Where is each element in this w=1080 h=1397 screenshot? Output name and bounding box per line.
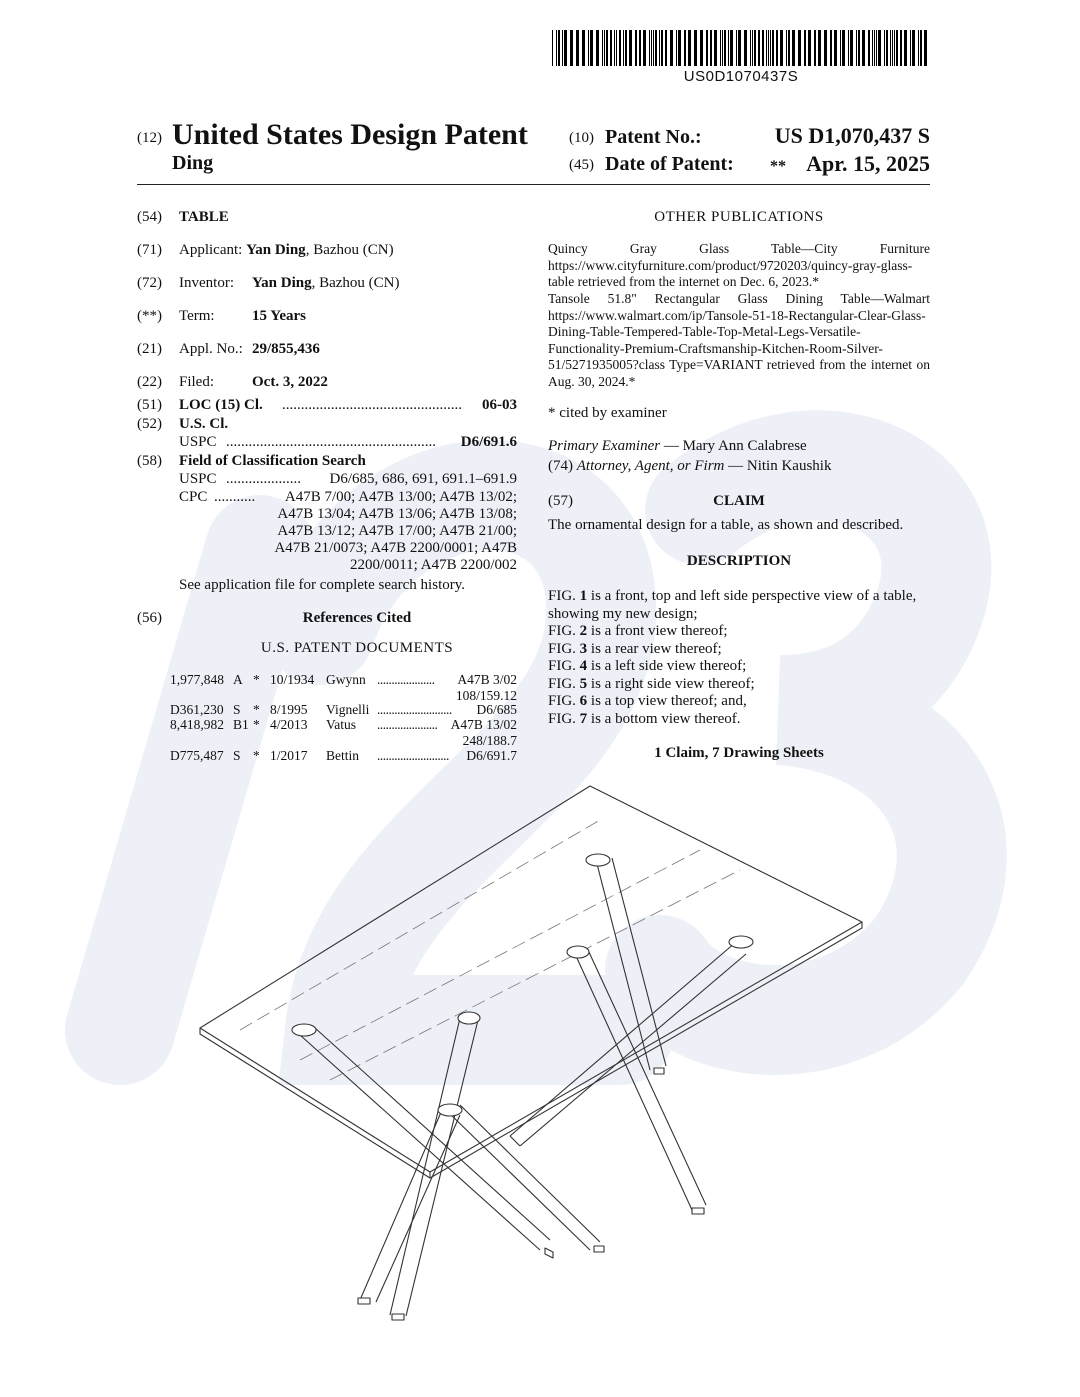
f58-code: (58) (137, 453, 162, 469)
ref-class: D6/685 (476, 702, 517, 717)
barcode-bar (892, 30, 893, 66)
barcode-bar (750, 30, 751, 66)
patent-date: Apr. 15, 2025 (806, 151, 930, 176)
fig-text: is a rear view thereof; (587, 640, 722, 657)
barcode-bar (752, 30, 753, 66)
ref-date: 8/1995 (270, 702, 308, 717)
barcode-bar (848, 30, 849, 66)
search-uspc-value: D6/685, 686, 691, 691.1–691.9 (329, 471, 517, 487)
barcode-bar (655, 30, 657, 66)
barcode-bar (651, 30, 652, 66)
barcode-bar (606, 30, 608, 66)
primary-examiner (548, 438, 930, 455)
doc-type-code: (12) (137, 130, 162, 146)
barcode-bar (904, 30, 907, 66)
inventor-surname: Ding (172, 152, 214, 174)
barcode-bar (635, 30, 637, 66)
loc-value: 06-03 (482, 397, 517, 413)
fig-number: 1 (579, 588, 588, 604)
patent-no-label: Patent No.: (605, 126, 702, 148)
search-cpc-list (252, 489, 517, 574)
barcode-bar (602, 30, 603, 66)
barcode-bar (722, 30, 723, 66)
barcode-bar (643, 30, 646, 66)
ref-class: A47B 3/02 (457, 672, 517, 687)
f21-code: (21) (137, 341, 162, 357)
barcode-bar (858, 30, 860, 66)
term-value: 15 Years (252, 308, 307, 324)
ref-dots: ......................... (377, 748, 449, 763)
barcode-bar (678, 30, 681, 66)
ref-kind: A (233, 672, 243, 687)
barcode-bar (610, 30, 612, 66)
ref-star: * (253, 672, 260, 687)
barcode-bar (798, 30, 801, 66)
fig-prefix: FIG. (548, 623, 580, 639)
barcode-bar (818, 30, 821, 66)
barcode-bar (706, 30, 708, 66)
barcode-bar (920, 30, 922, 66)
filed-label: Filed: (179, 374, 215, 390)
barcode-number: US0D1070437S (683, 68, 799, 85)
barcode-bar (670, 30, 673, 66)
barcode-bar (770, 30, 771, 66)
barcode-bar (588, 30, 589, 66)
barcode-bar (856, 30, 857, 66)
us-cl-dots: ........................................................ (226, 434, 436, 450)
loc-label: LOC (15) Cl. (179, 397, 263, 413)
claim-text: The ornamental design for a table, as shown and described. (548, 517, 904, 533)
fig-text: is a bottom view thereof. (587, 710, 741, 727)
cpc-line: 2200/0011; A47B 2200/002 (350, 557, 517, 573)
barcode-bar (876, 30, 877, 66)
attorney (548, 458, 930, 475)
barcode-bar (576, 30, 579, 66)
search-history-note: See application file for complete search history. (179, 577, 466, 593)
figure-description (548, 693, 930, 711)
f51-code: (51) (137, 397, 162, 413)
barcode-bar (874, 30, 875, 66)
barcode-bar (872, 30, 873, 66)
barcode-bar (700, 30, 703, 66)
ref-number: 1,977,848 (170, 672, 224, 687)
table-legs (300, 858, 746, 1316)
filed-value: Oct. 3, 2022 (252, 374, 328, 390)
search-uspc-label: USPC (179, 471, 217, 487)
term-label: Term: (179, 308, 215, 324)
barcode-bar (924, 30, 927, 66)
ref-date: 10/1934 (270, 672, 315, 687)
us-cl-value: D6/691.6 (460, 434, 517, 450)
barcode-bar (736, 30, 737, 66)
search-cpc-dots: ........... (214, 489, 256, 505)
barcode-bar (616, 30, 617, 66)
cited-by-examiner-note: * cited by examiner (548, 405, 667, 421)
f71-code: (71) (137, 242, 162, 258)
other-publications-heading: OTHER PUBLICATIONS (654, 209, 824, 225)
barcode-bar (619, 30, 621, 66)
fig-number: 4 (579, 658, 588, 674)
search-cpc-label: CPC (179, 489, 208, 505)
barcode-bar (878, 30, 881, 66)
us-cl-uspc-label: USPC (179, 434, 217, 450)
fig-number: 6 (579, 693, 588, 709)
barcode-bar (772, 30, 774, 66)
ref-dots: .................... (377, 672, 435, 687)
design-title: TABLE (179, 209, 229, 225)
barcode-bar (824, 30, 827, 66)
ref-number: D775,487 (170, 748, 224, 763)
ref-inventor: Vignelli (326, 702, 370, 717)
barcode-bar (570, 30, 573, 66)
barcode-bar (730, 30, 733, 66)
barcode-bar (665, 30, 667, 66)
fig-number: 5 (579, 675, 588, 692)
fig-prefix: FIG. (548, 640, 580, 657)
cpc-line: A47B 13/04; A47B 13/06; A47B 13/08; (277, 506, 517, 522)
barcode-bar (780, 30, 783, 66)
attorney-label: Attorney, Agent, or Firm (576, 458, 725, 474)
fig-prefix: FIG. (548, 693, 580, 709)
claim-code: (57) (548, 493, 573, 509)
barcode-bar (910, 30, 911, 66)
fig-text: is a front view thereof; (587, 623, 728, 639)
attorney-code: (74) (548, 458, 573, 474)
barcode-bar (582, 30, 585, 66)
us-patent-docs-heading: U.S. PATENT DOCUMENTS (260, 640, 454, 656)
tabletop-outline (200, 786, 862, 1172)
barcode-bar (720, 30, 721, 66)
ref-dots: ..................... (377, 717, 438, 732)
figure-description (548, 623, 930, 641)
search-field-label: Field of Classification Search (179, 453, 366, 469)
ref-class-extra: 248/188.7 (462, 733, 517, 748)
table-perspective-drawing (180, 780, 880, 1340)
description-heading: DESCRIPTION (686, 553, 792, 569)
barcode-bar (558, 30, 560, 66)
date-code: (45) (569, 157, 594, 173)
fig-text: is a left side view thereof; (587, 658, 747, 674)
figure-description (548, 641, 930, 659)
barcode-bar (659, 30, 660, 66)
cpc-line: A47B 21/0073; A47B 2200/0001; A47B (274, 540, 517, 556)
barcode-bar (688, 30, 691, 66)
inventor-name: Yan Ding (252, 275, 312, 291)
fig-number: 7 (579, 710, 588, 727)
barcode-bar (900, 30, 902, 66)
references-heading: References Cited (302, 610, 412, 626)
ref-kind: S (233, 702, 241, 717)
barcode-bar (776, 30, 778, 66)
barcode-bar (562, 30, 563, 66)
ref-number: D361,230 (170, 702, 224, 717)
figure-description (548, 676, 930, 694)
fig-text: is a top view thereof; and, (587, 693, 747, 709)
appl-no-value: 29/855,436 (252, 341, 320, 357)
barcode-bar (744, 30, 747, 66)
ref-kind: S (233, 748, 241, 763)
barcode-bar (808, 30, 811, 66)
publication-entry: Quincy Gray Glass Table—City Furniture https://www.cityfurniture.com/product/9720203/quincy-gray-glass-table retrieved from the internet on Dec. 6, 2023.* (548, 241, 930, 289)
figure-description (548, 711, 930, 729)
inventor-place: , Bazhou (CN) (311, 275, 400, 291)
fig-prefix: FIG. (548, 588, 580, 604)
barcode-bar (918, 30, 919, 66)
date-mark: ** (770, 158, 786, 175)
inventor-label: Inventor: (179, 275, 234, 291)
doc-type: United States Design Patent (172, 118, 528, 151)
barcode-bar (850, 30, 853, 66)
barcode-bar (653, 30, 654, 66)
barcode-bar (830, 30, 832, 66)
f52-code: (52) (137, 416, 162, 432)
publication-entry: Tansole 51.8" Rectangular Glass Dining Table—Walmart https://www.walmart.com/ip/Tansole-51-18-Rectangular-Clear-Glass-Dining-Table-Tempered-Table-Top-Metal-Legs-Versatile-Functionality-Premium-Craftsmanship-Kitchen-Room-Silver-51/5271935005?class Type=VARIANT retrieved from the internet on Aug. 30, 2024.* (548, 291, 930, 389)
barcode-bar (766, 30, 767, 66)
barcode-bar (786, 30, 787, 66)
barcode-bar (862, 30, 865, 66)
term-code: (**) (137, 308, 162, 324)
barcode-bar (684, 30, 686, 66)
loc-dots: ................................................ (282, 397, 462, 413)
barcode-bar (639, 30, 641, 66)
applicant-label: Applicant: (179, 242, 243, 258)
ref-class: A47B 13/02 (450, 717, 517, 732)
cpc-line: A47B 7/00; A47B 13/00; A47B 13/02; (284, 489, 517, 505)
barcode-bar (768, 30, 769, 66)
barcode-bar (792, 30, 795, 66)
appl-no-label: Appl. No.: (179, 341, 243, 357)
barcode-bar (884, 30, 885, 66)
barcode-bar (604, 30, 605, 66)
barcode-bar (762, 30, 764, 66)
barcode-bar (590, 30, 593, 66)
figure-list (548, 588, 930, 728)
barcode-bar (714, 30, 717, 66)
fig-prefix: FIG. (548, 675, 580, 692)
leg-feet (358, 1068, 704, 1320)
barcode-bar (890, 30, 891, 66)
leg-caps (292, 854, 753, 1116)
ref-star: * (253, 748, 260, 763)
barcode-bar (710, 30, 712, 66)
barcode-bar (623, 30, 624, 66)
f72-code: (72) (137, 275, 162, 291)
barcode-bar (896, 30, 898, 66)
barcode-bar (804, 30, 806, 66)
f56-code: (56) (137, 610, 162, 626)
barcode-bar (738, 30, 741, 66)
ref-inventor: Gwynn (326, 672, 366, 687)
ref-kind: B1 (233, 717, 249, 732)
ref-class: D6/691.7 (466, 748, 517, 763)
ref-number: 8,418,982 (170, 717, 224, 732)
barcode-bar (552, 30, 553, 66)
claim-heading: CLAIM (713, 493, 765, 509)
barcode-bar (912, 30, 915, 66)
fig-text: is a front, top and left side perspective view of a table, showing my new design; (548, 588, 917, 622)
barcode-bar (625, 30, 627, 66)
barcode-bar (694, 30, 697, 66)
fig-prefix: FIG. (548, 710, 580, 727)
barcode-bar (886, 30, 888, 66)
f22-code: (22) (137, 374, 162, 390)
barcode-bar (564, 30, 567, 66)
barcode-bar (868, 30, 870, 66)
barcode-bar (758, 30, 760, 66)
claims-drawings-summary: 1 Claim, 7 Drawing Sheets (654, 745, 824, 761)
ref-class-extra: 108/159.12 (455, 688, 517, 703)
ref-star: * (253, 717, 260, 732)
barcode-bar (661, 30, 663, 66)
barcode-bar (894, 30, 895, 66)
inventor-field (179, 275, 400, 292)
figure-description (548, 658, 930, 676)
ref-inventor: Bettin (326, 748, 359, 763)
barcode-bar (614, 30, 615, 66)
examiner-name: — Mary Ann Calabrese (663, 438, 807, 454)
barcode-bar (788, 30, 790, 66)
fig-number: 2 (579, 623, 588, 639)
us-cl-label: U.S. Cl. (179, 416, 229, 432)
examiner-label: Primary Examiner (548, 438, 661, 454)
barcode-bar (728, 30, 729, 66)
ref-date: 4/2013 (270, 717, 308, 732)
barcode-bar (840, 30, 841, 66)
applicant-place: , Bazhou (CN) (305, 242, 394, 258)
ref-star: * (253, 702, 260, 717)
barcode-bar (649, 30, 650, 66)
barcode (552, 30, 930, 66)
barcode-bar (842, 30, 845, 66)
date-label: Date of Patent: (605, 153, 734, 175)
ref-inventor: Vatus (326, 717, 356, 732)
barcode-bar (754, 30, 756, 66)
patent-no-code: (10) (569, 130, 594, 146)
figure-description (548, 588, 930, 623)
cpc-line: A47B 13/12; A47B 17/00; A47B 21/00; (277, 523, 517, 539)
barcode-bar (724, 30, 726, 66)
ref-dots: .......................... (377, 702, 452, 717)
applicant-field (179, 242, 394, 259)
barcode-bar (596, 30, 599, 66)
barcode-bar (834, 30, 837, 66)
barcode-bar (629, 30, 632, 66)
applicant-name: Yan Ding (246, 242, 306, 258)
barcode-bar (814, 30, 816, 66)
search-uspc-dots: .................... (226, 471, 301, 487)
attorney-name: — Nitin Kaushik (728, 458, 832, 474)
fig-text: is a right side view thereof; (587, 675, 755, 692)
barcode-bar (556, 30, 557, 66)
barcode-bar (676, 30, 677, 66)
ref-date: 1/2017 (270, 748, 308, 763)
fig-number: 3 (579, 640, 588, 657)
fig-prefix: FIG. (548, 658, 580, 674)
f54-code: (54) (137, 209, 162, 225)
patent-number: US D1,070,437 S (774, 123, 930, 148)
header-rule (137, 184, 930, 185)
